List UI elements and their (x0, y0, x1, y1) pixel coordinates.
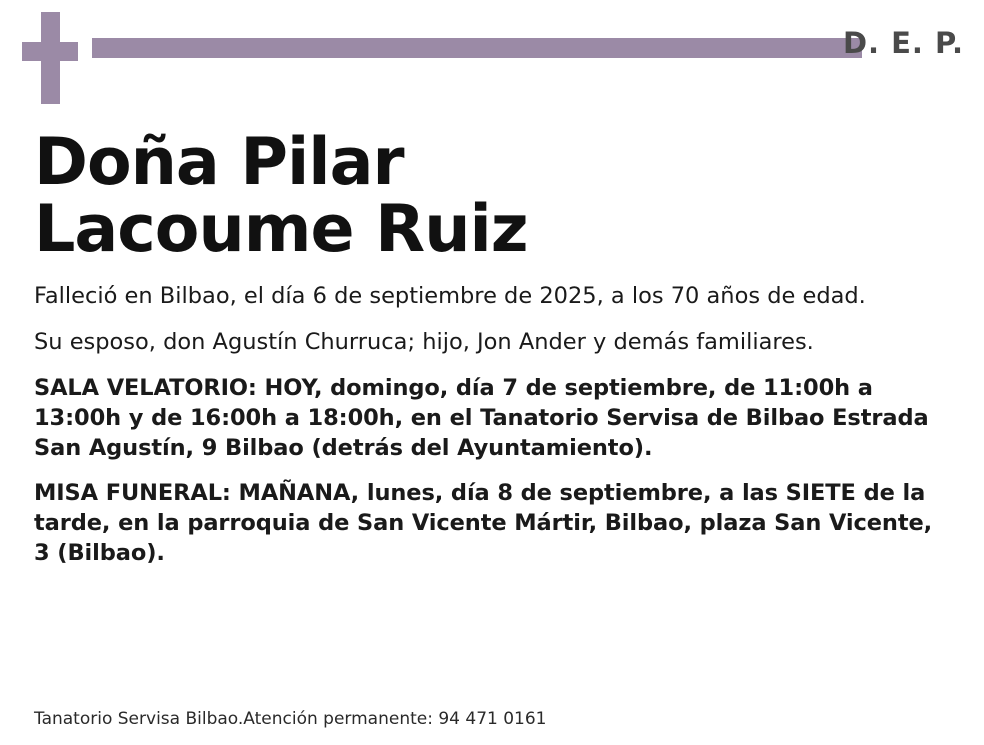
funeral-home-contact: Tanatorio Servisa Bilbao.Atención permanente: 94 471 0161 (34, 709, 547, 729)
notice-header (0, 0, 984, 112)
header-rule (92, 38, 862, 58)
deceased-name (0, 112, 984, 267)
survivors-text: Su esposo, don Agustín Churruca; hijo, Jon Ander y demás familiares. (34, 328, 814, 355)
name-line-first: Doña Pilar (34, 125, 404, 200)
dep-label: D. E. P. (842, 26, 964, 60)
cross-icon (22, 12, 78, 104)
cross-horizontal-bar (22, 42, 78, 61)
death-notice-text: Falleció en Bilbao, el día 6 de septiembre de 2025, a los 70 años de edad. (34, 282, 866, 309)
notice-body (0, 264, 984, 569)
name-line-second: Lacoume Ruiz (34, 191, 528, 267)
funeral-details-text: MISA FUNERAL: MAÑANA, lunes, día 8 de septiembre, a las SIETE de la tarde, en la parroquia de San Vicente Mártir, Bilbao, plaza San Vicente, 3 (Bilbao). (34, 480, 933, 567)
wake-details-text: SALA VELATORIO: HOY, domingo, día 7 de septiembre, de 11:00h a 13:00h y de 16:00h a 18:00h, en el Tanatorio Servisa de Bilbao Estrada San Agustín, 9 Bilbao (detrás del Ayuntamiento). (34, 374, 929, 461)
